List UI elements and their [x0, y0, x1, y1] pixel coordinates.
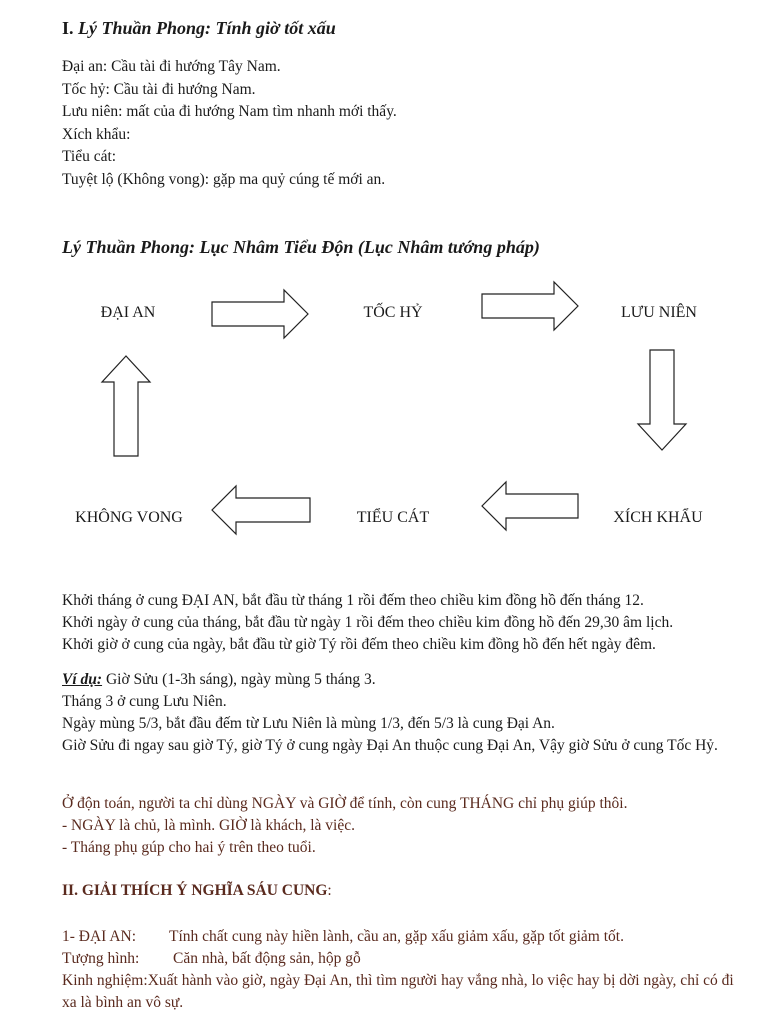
example-line: Ngày mùng 5/3, bắt đầu đếm từ Lưu Niên là mùng 1/3, đến 5/3 là cung Đại An. [62, 715, 555, 732]
rule-day: Khởi ngày ở cung của tháng, bắt đầu từ ngày 1 rồi đếm theo chiều kim đồng hồ đến 29,30 âm lịch. [62, 614, 674, 631]
section1-lines [62, 56, 397, 191]
line-tuyet-lo: Tuyệt lộ (Không vong): gặp ma quỷ cúng tế mới an. [62, 170, 386, 188]
rule-month: Khởi tháng ở cung ĐẠI AN, bắt đầu từ tháng 1 rồi đếm theo chiều kim đồng hồ đến tháng 12. [62, 592, 644, 609]
arrow-up [100, 354, 152, 458]
example-label: Ví dụ: [62, 671, 103, 688]
diagram-title: Lý Thuần Phong: Lục Nhâm Tiểu Độn (Lục Nhâm tướng pháp) [62, 237, 540, 257]
node-tieu-cat: TIỂU CÁT [356, 509, 430, 526]
node-luu-nien: LƯU NIÊN [621, 304, 697, 321]
example-line: Tháng 3 ở cung Lưu Niên. [62, 693, 227, 710]
kinh-nghiem-key: Kinh nghiệm: [62, 972, 148, 989]
line-tieu-cat: Tiểu cát: [62, 148, 117, 165]
note-block [62, 793, 627, 859]
dai-an-row [62, 926, 742, 948]
tuong-hinh-value: Căn nhà, bất động sản, hộp gỗ [173, 950, 361, 967]
arrow-right-1 [210, 288, 310, 340]
line-luu-nien: Lưu niên: mất của đi hướng Nam tìm nhanh mới thấy. [62, 103, 397, 120]
tuong-hinh-row [62, 948, 742, 970]
node-toc-hy: TỐC HỶ [363, 304, 423, 321]
kinh-nghiem-value: Xuất hành vào giờ, ngày Đại An, thì tìm người hay vắng nhà, lo việc hay bị dời ngày, chỉ có đi xa là bình an vô sự. [62, 972, 734, 1011]
section2-heading [62, 882, 332, 900]
section1-title: Lý Thuần Phong: Tính giờ tốt xấu [78, 18, 336, 38]
kinh-nghiem-row [62, 970, 742, 1014]
note-line: - NGÀY là chủ, là mình. GIỜ là khách, là việc. [62, 817, 355, 834]
rule-hour: Khởi giờ ở cung của ngày, bắt đầu từ giờ Tý rồi đếm theo chiều kim đồng hồ đến hết ngày đêm. [62, 636, 656, 653]
section1-heading [62, 18, 336, 39]
arrow-left-1 [480, 480, 580, 532]
section2-body [62, 926, 742, 1014]
arrow-right-2 [480, 280, 580, 332]
arrow-down [636, 348, 688, 452]
node-xich-khau: XÍCH KHẨU [613, 509, 703, 526]
line-xich-khau: Xích khẩu: [62, 125, 131, 143]
example-first-line: Giờ Sửu (1-3h sáng), ngày mùng 5 tháng 3. [102, 671, 376, 688]
example-block [62, 669, 742, 757]
note-line: Ở độn toán, người ta chỉ dùng NGÀY và GIỜ để tính, còn cung THÁNG chỉ phụ giúp thôi. [62, 795, 628, 812]
dai-an-key: 1- ĐẠI AN: [62, 928, 137, 945]
node-khong-vong: KHÔNG VONG [75, 509, 183, 526]
section2-title: II. GIẢI THÍCH Ý NGHĨA SÁU CUNG [62, 882, 328, 899]
section2-colon: : [327, 882, 332, 899]
tuong-hinh-key: Tượng hình: [62, 950, 140, 967]
node-dai-an: ĐẠI AN [100, 304, 156, 321]
dai-an-value: Tính chất cung này hiền lành, cầu an, gặp xấu giảm xấu, gặp tốt giảm tốt. [169, 928, 624, 945]
section1-number: I. [62, 18, 74, 38]
arrow-left-2 [210, 484, 312, 536]
line-toc-hy: Tốc hỷ: Cầu tài đi hướng Nam. [62, 80, 256, 98]
note-line: - Tháng phụ gúp cho hai ý trên theo tuổi. [62, 839, 316, 856]
counting-rules [62, 590, 673, 656]
example-line: Giờ Sửu đi ngay sau giờ Tý, giờ Tý ở cung ngày Đại An thuộc cung Đại An, Vậy giờ Sửu ở cung Tốc Hỷ. [62, 737, 718, 754]
line-dai-an: Đại an: Cầu tài đi hướng Tây Nam. [62, 58, 281, 75]
